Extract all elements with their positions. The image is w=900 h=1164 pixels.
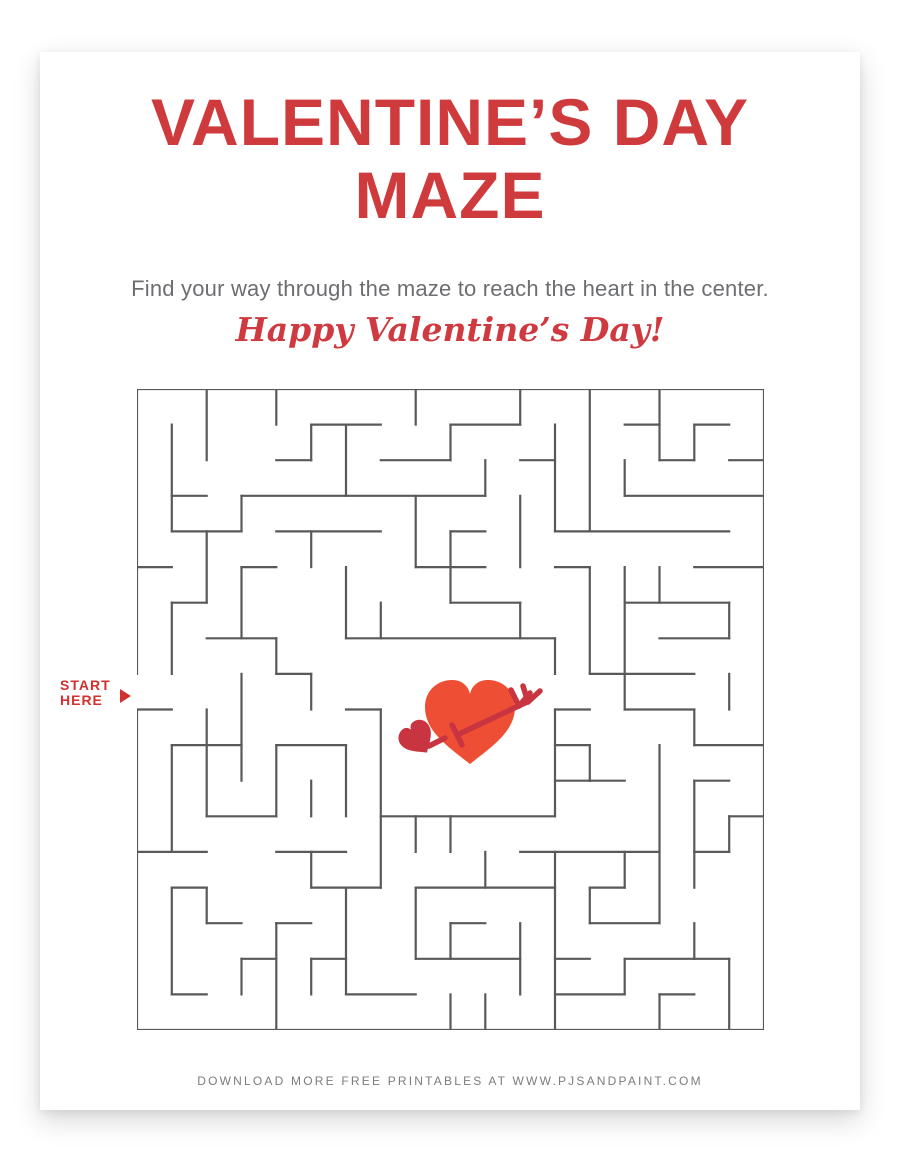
start-here-label — [60, 678, 122, 708]
instructions-text: Find your way through the maze to reach the heart in the center. — [131, 276, 769, 301]
printable-page — [40, 52, 860, 1110]
start-here-label-line2: HERE — [60, 692, 103, 708]
maze — [137, 389, 764, 1030]
page-title-line1: VALENTINE’S DAY — [150, 85, 750, 159]
maze-container — [137, 389, 764, 1030]
greeting-script-text: Happy Valentine’s Day! — [235, 310, 665, 349]
footer-credit-text: DOWNLOAD MORE FREE PRINTABLES AT WWW.PJSANDPAINT.COM — [197, 1074, 703, 1088]
start-here-label-line1: START — [60, 677, 111, 693]
page-title-line2: MAZE — [354, 158, 546, 232]
big-heart-shape — [425, 680, 515, 764]
start-arrow-icon — [120, 689, 131, 703]
page-title — [40, 86, 860, 232]
heart-with-arrow-icon — [394, 680, 540, 764]
